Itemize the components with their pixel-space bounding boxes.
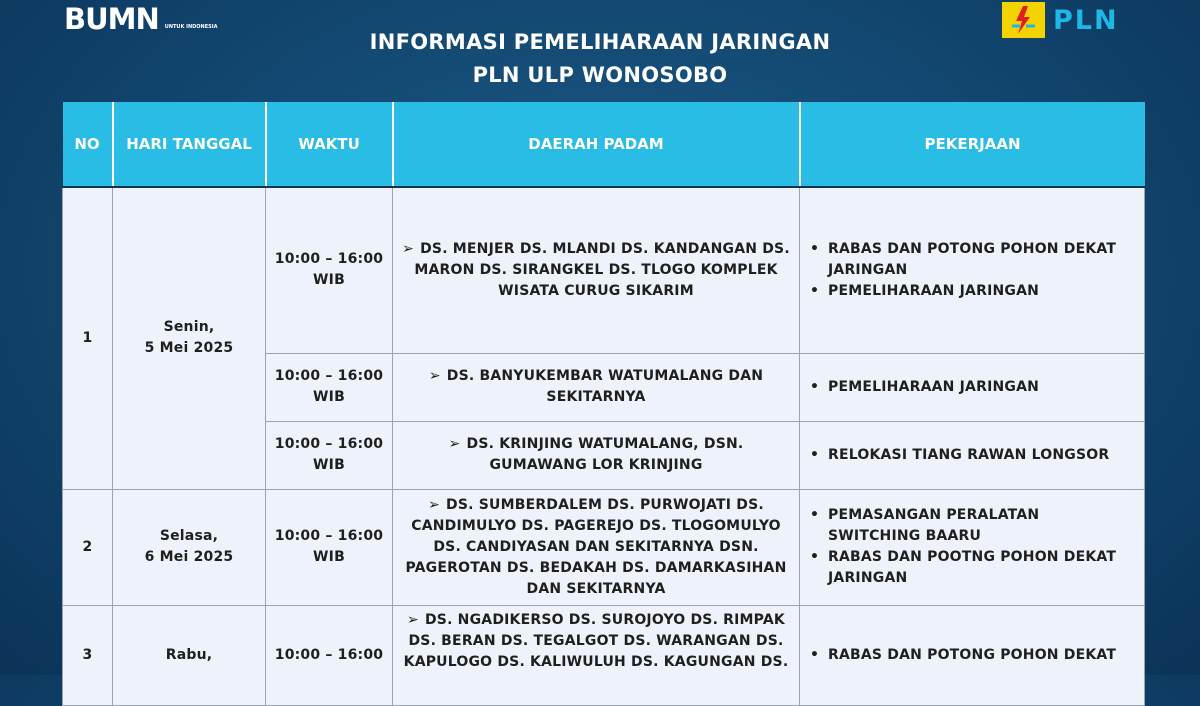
row-area	[393, 187, 800, 353]
row-area	[393, 353, 800, 421]
arrow-bullet-icon: ➢	[407, 611, 419, 628]
table-row	[63, 489, 1145, 605]
row-day	[113, 187, 266, 489]
row-work	[800, 353, 1145, 421]
page-title: INFORMASI PEMELIHARAAN JARINGAN	[369, 30, 831, 54]
area-text: DS. NGADIKERSO DS. SUROJOYO DS. RIMPAK DS. BERAN DS. TEGALGOT DS. WARANGAN DS. KAPULOGO DS. KALIWULUH DS. KAGUNGAN DS.	[403, 611, 789, 670]
row-day	[113, 605, 266, 705]
pln-logo-text: PLN	[1053, 4, 1119, 36]
row-number: 3	[63, 605, 113, 705]
arrow-bullet-icon: ➢	[428, 496, 441, 513]
row-area	[393, 605, 800, 705]
row-work	[800, 187, 1145, 353]
header	[0, 0, 1200, 100]
day-date: 5 Mei 2025	[144, 340, 234, 357]
area-text: DS. MENJER DS. MLANDI DS. KANDANGAN DS. MARON DS. SIRANGKEL DS. TLOGO KOMPLEK WISATA CURUG SIKARIM	[414, 240, 790, 299]
row-work	[800, 489, 1145, 605]
maintenance-table	[62, 102, 1145, 706]
row-work	[800, 605, 1145, 705]
row-number: 1	[63, 187, 113, 489]
work-item: • PEMASANGAN PERALATAN SWITCHING BAARU	[822, 505, 1136, 547]
arrow-bullet-icon: ➢	[448, 436, 461, 452]
row-time: 10:00 – 16:00 WIB	[266, 489, 393, 605]
table-row	[63, 605, 1145, 705]
col-header-no: NO	[63, 102, 113, 187]
row-time: 10:00 – 16:00 WIB	[266, 421, 393, 489]
area-text: DS. SUMBERDALEM DS. PURWOJATI DS. CANDIMULYO DS. PAGEREJO DS. TLOGOMULYO DS. CANDIYASAN DAN SEKITARNYA DSN. PAGEROTAN DS. BEDAKAH DS. DAMARKASIHAN DAN SEKITARNYA	[405, 496, 787, 597]
table-header-row	[63, 102, 1145, 187]
row-time: 10:00 – 16:00 WIB	[266, 353, 393, 421]
row-time: 10:00 – 16:00	[266, 605, 393, 705]
bumn-logo-text: BUMN	[64, 2, 159, 36]
day-date: 6 Mei 2025	[144, 549, 234, 565]
work-item: • RABAS DAN POTONG POHON DEKAT	[822, 645, 1136, 666]
row-area	[393, 421, 800, 489]
work-item: • PEMELIHARAAN JARINGAN	[822, 377, 1136, 398]
work-item: • RELOKASI TIANG RAWAN LONGSOR	[822, 445, 1136, 466]
row-area	[393, 489, 800, 605]
area-text: DS. KRINJING WATUMALANG, DSN. GUMAWANG LOR KRINJING	[466, 436, 744, 473]
work-item: • PEMELIHARAAN JARINGAN	[822, 281, 1136, 302]
col-header-time: WAKTU	[266, 102, 393, 187]
row-day	[113, 489, 266, 605]
arrow-bullet-icon: ➢	[428, 368, 441, 384]
day-name: Rabu,	[165, 646, 213, 663]
area-text: DS. BANYUKEMBAR WATUMALANG DAN SEKITARNYA	[446, 368, 764, 405]
day-name: Selasa,	[159, 528, 219, 544]
work-item: • RABAS DAN POOTNG POHON DEKAT JARINGAN	[822, 547, 1136, 589]
row-time: 10:00 – 16:00 WIB	[266, 187, 393, 353]
col-header-day: HARI TANGGAL	[113, 102, 266, 187]
day-name: Senin,	[163, 319, 215, 336]
col-header-area: DAERAH PADAM	[393, 102, 800, 187]
page-subtitle: PLN ULP WONOSOBO	[472, 63, 728, 87]
arrow-bullet-icon: ➢	[402, 240, 415, 257]
row-number: 2	[63, 489, 113, 605]
table-row	[63, 187, 1145, 353]
col-header-work: PEKERJAAN	[800, 102, 1145, 187]
bumn-tagline: UNTUK INDONESIA	[164, 24, 218, 30]
row-work	[800, 421, 1145, 489]
work-item: • RABAS DAN POTONG POHON DEKAT JARINGAN	[822, 239, 1136, 281]
